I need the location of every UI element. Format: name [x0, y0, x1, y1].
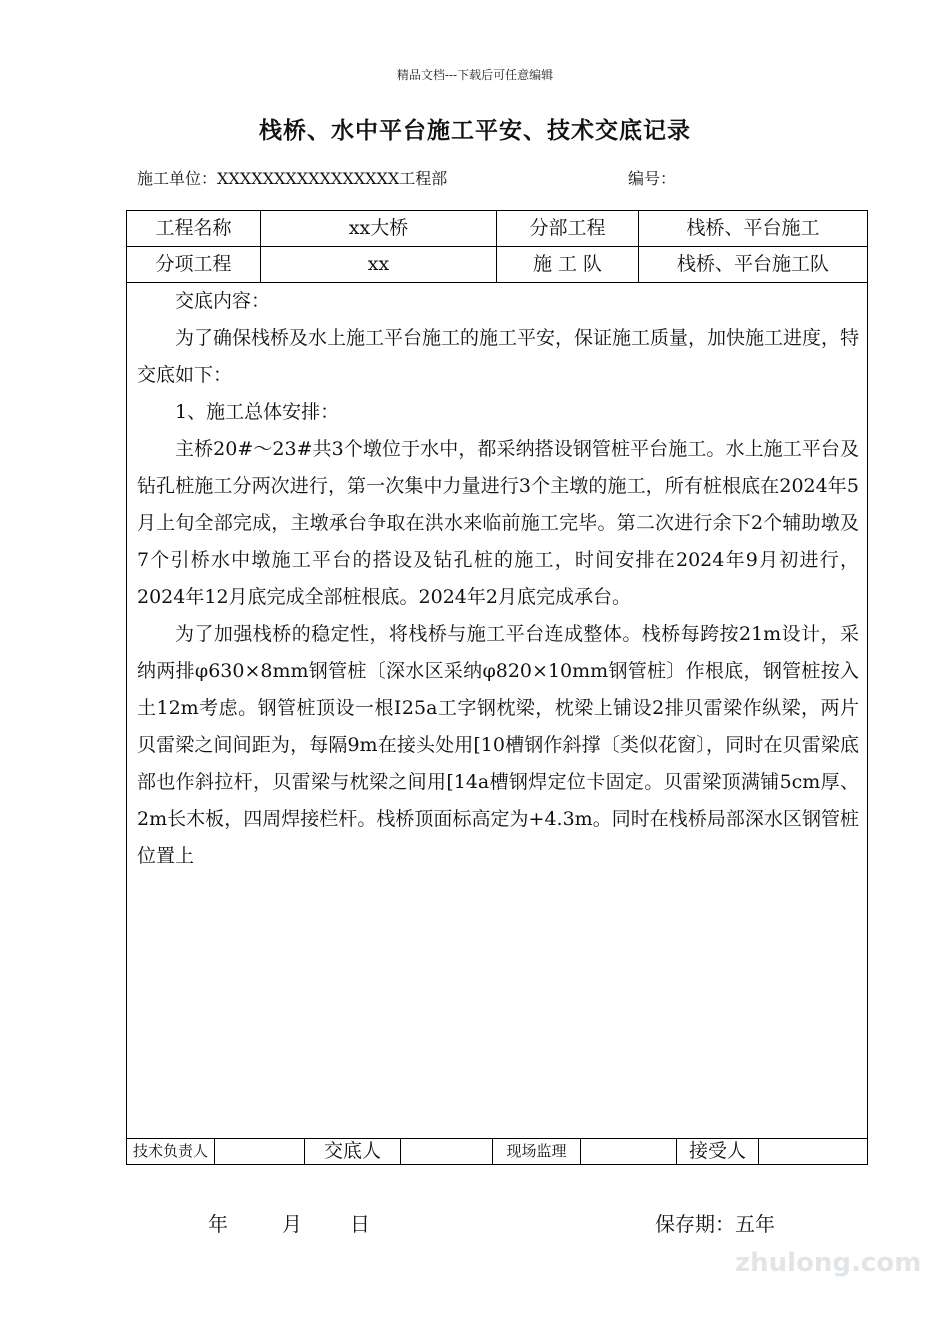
supervisor-signature[interactable] — [581, 1139, 677, 1164]
content-paragraph: 为了确保栈桥及水上施工平台施工的施工平安，保证施工质量，加快施工进度，特交底如下： — [137, 327, 860, 386]
content-paragraph: 1、施工总体安排： — [175, 401, 340, 423]
signature-row — [127, 1138, 867, 1164]
briefer-label: 交底人 — [305, 1139, 401, 1164]
document-number — [628, 166, 676, 189]
project-name-label: 工程名称 — [127, 211, 261, 246]
receiver-signature[interactable] — [759, 1139, 867, 1164]
date-line — [208, 1208, 370, 1237]
header-note: 精品文档---下载后可任意编辑 — [396, 68, 554, 82]
table-row — [127, 247, 867, 283]
briefing-content — [137, 283, 859, 1138]
tech-lead-label: 技术负责人 — [127, 1139, 215, 1164]
table-row — [127, 211, 867, 247]
team-value: 栈桥、平台施工队 — [676, 253, 829, 275]
construction-unit-value: XXXXXXXXXXXXXXXX工程部 — [217, 169, 448, 188]
month-label: 月 — [282, 1212, 302, 1236]
receiver-label: 接受人 — [677, 1139, 759, 1164]
tech-lead-signature[interactable] — [215, 1139, 305, 1164]
construction-unit — [137, 166, 447, 189]
document-title: 栈桥、水中平台施工平安、技术交底记录 — [259, 118, 691, 144]
subitem-value: xx — [261, 247, 497, 282]
team-label: 施 工 队 — [497, 247, 639, 282]
briefer-signature[interactable] — [401, 1139, 493, 1164]
watermark-text: zhulong.com — [735, 1248, 922, 1278]
project-name-value: xx大桥 — [261, 211, 497, 246]
subitem-label: 分项工程 — [127, 247, 261, 282]
record-table — [126, 210, 868, 1165]
retention-period: 保存期：五年 — [655, 1212, 775, 1236]
division-label: 分部工程 — [497, 211, 639, 246]
content-paragraph: 主桥20#～23#共3个墩位于水中，都采纳搭设钢管桩平台施工。水上施工平台及钻孔桩施工分两次进行，第一次集中力量进行3个主墩的施工，所有桩根底在2024年5月上旬全部完成，主墩承台争取在洪水来临前施工完毕。第二次进行余下2个辅助墩及7个引桥水中墩施工平台的搭设及钻孔桩的施工，时间安排在2024年9月初进行，2024年12月底完成全部桩根底。2024年2月底完成承台。 — [137, 438, 859, 608]
content-paragraph: 为了加强栈桥的稳定性，将栈桥与施工平台连成整体。栈桥每跨按21m设计，采纳两排φ630×8mm钢管桩〔深水区采纳φ820×10mm钢管桩〕作根底，钢管桩按入土12m考虑。钢管桩顶设一根Ⅰ25a工字钢枕梁，枕梁上铺设2排贝雷梁作纵梁，两片贝雷梁之间间距为，每隔9m在接头处用[10槽钢作斜撑〔类似花窗〕，同时在贝雷梁底部也作斜拉杆，贝雷梁与枕梁之间用[14a槽钢焊定位卡固定。贝雷梁顶满铺5cm厚、2m长木板，四周焊接栏杆。栈桥顶面标高定为+4.3m。同时在栈桥局部深水区钢管桩位置上 — [137, 623, 859, 867]
document-number-label: 编号： — [628, 169, 677, 188]
supervisor-label: 现场监理 — [493, 1139, 581, 1164]
day-label: 日 — [350, 1212, 370, 1236]
division-value: 栈桥、平台施工 — [686, 217, 820, 239]
year-label: 年 — [208, 1212, 228, 1236]
construction-unit-label: 施工单位： — [137, 169, 218, 188]
content-heading: 交底内容： — [175, 290, 271, 312]
